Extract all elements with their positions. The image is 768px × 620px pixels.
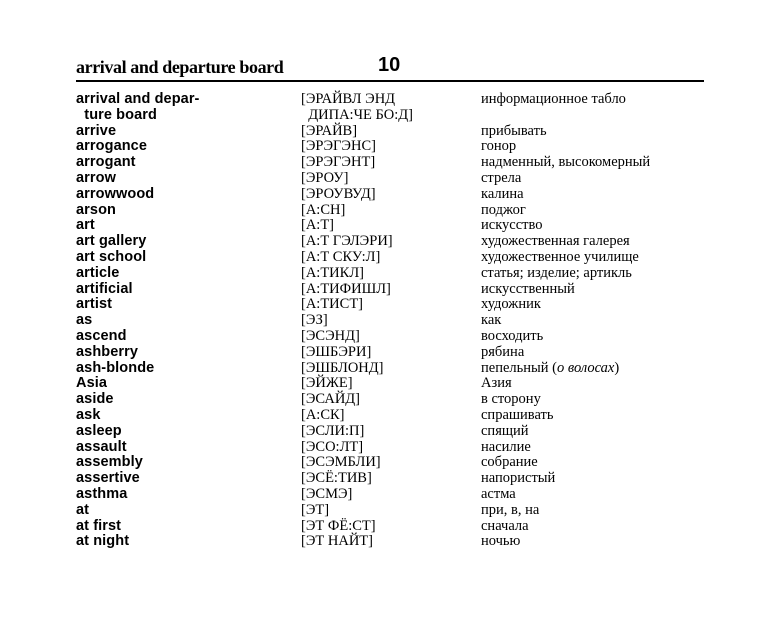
dictionary-entry [76, 534, 704, 550]
entry-word: arson [76, 201, 116, 218]
entry-transcription: [ЭРЭГЭНТ] [301, 154, 376, 171]
entry-word: arrow [76, 169, 116, 186]
entry-transcription: [А:ТИКЛ] [301, 264, 364, 281]
entry-transcription: [ЭРАЙВЛ ЭНД ДИПА:ЧЕ БО:Д] [301, 91, 413, 123]
dictionary-entry [76, 203, 704, 219]
entry-translation: статья; изделие; артикль [481, 264, 632, 281]
entry-word: ashberry [76, 343, 139, 360]
entry-translation: в сторону [481, 391, 541, 408]
dictionary-entry [76, 187, 704, 203]
entry-word: arrogance [76, 138, 148, 155]
entry-word: art gallery [76, 233, 147, 250]
entry-transcription: [А:Т] [301, 217, 335, 234]
entry-translation: искусственный [481, 280, 575, 297]
entry-word: arrogant [76, 154, 136, 171]
entry-translation: как [481, 312, 502, 329]
entry-transcription: [ЭСЭНД] [301, 327, 360, 344]
entry-word: at first [76, 517, 122, 534]
entry-translation: сначала [481, 517, 529, 534]
dictionary-entry [76, 139, 704, 155]
dictionary-entry [76, 218, 704, 234]
dictionary-entry [76, 313, 704, 329]
entry-word: assault [76, 438, 127, 455]
entry-transcription: [ЭЗ] [301, 312, 328, 329]
dictionary-entry [76, 392, 704, 408]
dictionary-entry [76, 503, 704, 519]
entry-transcription: [ЭСО:ЛТ] [301, 438, 364, 455]
entry-transcription: [А:Т ГЭЛЭРИ] [301, 233, 393, 250]
entry-word: art [76, 217, 95, 234]
entry-translation: рябина [481, 343, 525, 360]
page-header [76, 52, 704, 78]
dictionary-entry [76, 376, 704, 392]
entry-word: at [76, 501, 90, 518]
entry-translation: художник [481, 296, 541, 313]
entry-word: artificial [76, 280, 133, 297]
entry-translation: спрашивать [481, 406, 554, 423]
entry-translation: собрание [481, 454, 538, 471]
entry-translation: искусство [481, 217, 543, 234]
entry-translation: спящий [481, 422, 529, 439]
entry-transcription: [А:Т СКУ:Л] [301, 248, 381, 265]
entry-transcription: [ЭРОУВУД] [301, 185, 376, 202]
dictionary-entry [76, 297, 704, 313]
dictionary-entry [76, 408, 704, 424]
entry-transcription: [А:СН] [301, 201, 346, 218]
entry-translation: поджог [481, 201, 526, 218]
entry-transcription: [ЭРЭГЭНС] [301, 138, 376, 155]
entry-translation: при, в, на [481, 501, 540, 518]
entry-translation: Азия [481, 375, 512, 392]
entry-transcription: [ЭСЛИ:П] [301, 422, 365, 439]
dictionary-entry [76, 92, 704, 124]
translation-text: пепельный ( [481, 359, 557, 376]
entry-transcription: [ЭЙЖЕ] [301, 375, 353, 392]
dictionary-entry [76, 124, 704, 140]
entry-translation: астма [481, 485, 516, 502]
entry-word: arrive [76, 122, 117, 139]
dictionary-entry [76, 424, 704, 440]
entry-translation: насилие [481, 438, 531, 455]
dictionary-entry [76, 155, 704, 171]
entry-transcription: [ЭСЭМБЛИ] [301, 454, 381, 471]
header-divider [76, 80, 704, 82]
dictionary-entry [76, 329, 704, 345]
entry-translation: художественная галерея [481, 233, 630, 250]
dictionary-entry [76, 361, 704, 377]
entry-word: at night [76, 533, 130, 550]
entry-transcription: [ЭСАЙД] [301, 391, 361, 408]
entry-word: ascend [76, 327, 127, 344]
usage-note: о волосах [556, 359, 615, 376]
dictionary-entry [76, 487, 704, 503]
entry-word: assertive [76, 470, 140, 487]
entry-word: aside [76, 391, 114, 408]
entry-transcription: [А:СК] [301, 406, 345, 423]
entry-translation: прибывать [481, 122, 547, 139]
entry-word: assembly [76, 454, 143, 471]
entry-transcription: [ЭТ] [301, 501, 330, 518]
entry-word: asthma [76, 485, 128, 502]
entry-transcription: [ЭТ НАЙТ] [301, 533, 373, 550]
entry-translation: стрела [481, 169, 522, 186]
dictionary-entry [76, 282, 704, 298]
running-head: arrival and departure board [76, 57, 284, 77]
entry-translation: восходить [481, 327, 544, 344]
entry-transcription: [ЭШБЛОНД] [301, 359, 384, 376]
entry-word: art school [76, 248, 147, 265]
entry-translation [481, 361, 704, 377]
entry-translation: ночью [481, 533, 521, 550]
entry-transcription: [А:ТИФИШЛ] [301, 280, 391, 297]
dictionary-entry [76, 250, 704, 266]
dictionary-entry [76, 266, 704, 282]
entry-word: arrowwood [76, 185, 155, 202]
entry-word: as [76, 312, 93, 329]
entry-word: ash-blonde [76, 359, 155, 376]
entry-word: arrival and depar- ture board [76, 91, 200, 123]
entry-transcription: [ЭШБЭРИ] [301, 343, 372, 360]
entry-word: asleep [76, 422, 122, 439]
entry-transcription: [ЭРОУ] [301, 169, 349, 186]
entry-transcription: [ЭСМЭ] [301, 485, 353, 502]
entry-translation: гонор [481, 138, 517, 155]
translation-text-tail: ) [614, 359, 620, 376]
entry-transcription: [ЭРАЙВ] [301, 122, 358, 139]
entry-translation: информационное табло [481, 91, 626, 107]
entry-word: artist [76, 296, 113, 313]
dictionary-entry [76, 455, 704, 471]
entry-transcription: [ЭТ ФЁ:СТ] [301, 517, 376, 534]
dictionary-entry [76, 345, 704, 361]
entry-translation: художественное училище [481, 248, 639, 265]
entry-transcription: [ЭСЁ:ТИВ] [301, 470, 372, 487]
entry-translation: калина [481, 185, 524, 202]
entry-translation: напористый [481, 470, 556, 487]
dictionary-entry-list [76, 92, 704, 550]
dictionary-entry [76, 519, 704, 535]
dictionary-entry [76, 440, 704, 456]
page-number: 10 [378, 54, 401, 76]
dictionary-entry [76, 234, 704, 250]
dictionary-entry [76, 471, 704, 487]
entry-translation: надменный, высокомерный [481, 154, 651, 171]
entry-word: ask [76, 406, 101, 423]
dictionary-entry [76, 171, 704, 187]
entry-word: Asia [76, 375, 108, 392]
entry-transcription: [А:ТИСТ] [301, 296, 364, 313]
entry-word: article [76, 264, 120, 281]
